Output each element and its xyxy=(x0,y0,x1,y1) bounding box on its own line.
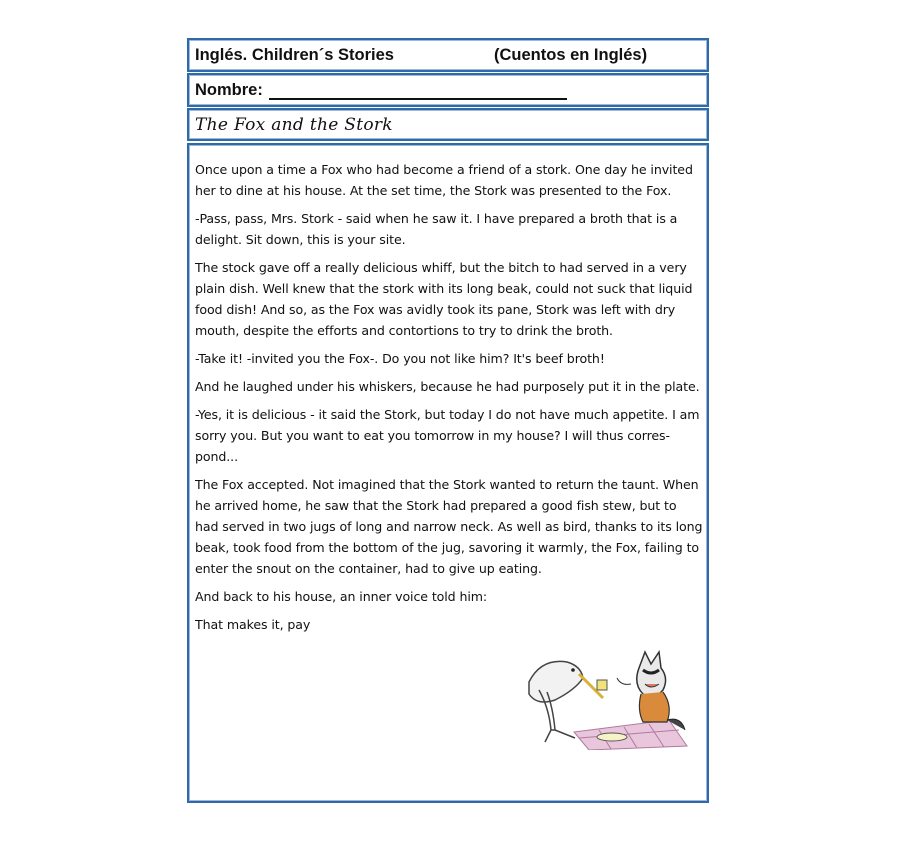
worksheet xyxy=(187,38,709,803)
worksheet-title: Inglés. Children´s Stories xyxy=(195,45,394,64)
worksheet-subtitle: (Cuentos en Inglés) xyxy=(494,45,648,64)
story-paragraph: Once upon a time a Fox who had become a friend of a stork. One day he invited her to dine at his house. At the set time, the Stork was presented to the Fox. xyxy=(195,162,693,198)
fox xyxy=(617,652,685,730)
title-row xyxy=(187,38,709,72)
story-title: The Fox and the Stork xyxy=(195,114,393,135)
story-paragraph: -Take it! -invited you the Fox-. Do you not like him? It's beef broth! xyxy=(195,351,605,366)
story-paragraph: -Yes, it is delicious - it said the Stork, but today I do not have much appetite. I am sorry you. But you want to eat you tomorrow in my house? I will thus corres-pond... xyxy=(195,407,700,464)
story-title-row xyxy=(187,108,709,141)
story-body xyxy=(187,143,709,803)
story-paragraph: That makes it, pay xyxy=(195,617,311,632)
fox-and-stork-illustration xyxy=(519,650,689,750)
plate xyxy=(597,733,627,741)
story-paragraph: -Pass, pass, Mrs. Stork - said when he saw it. I have prepared a broth that is a delight. Sit down, this is your site. xyxy=(195,211,678,247)
name-row xyxy=(187,73,709,107)
story-paragraph: And back to his house, an inner voice told him: xyxy=(195,589,488,604)
story-paragraph: The Fox accepted. Not imagined that the Stork wanted to return the taunt. When he arrived home, he saw that the Stork had prepared a good fish stew, but to had served in two jugs of long and narrow neck. As well as bird, thanks to its long beak, took food from the bottom of the jug, savoring it warmly, the Fox, failing to enter the snout on the container, had to give up eating. xyxy=(195,477,703,576)
name-label: Nombre: xyxy=(195,80,263,99)
tablecloth xyxy=(574,720,687,750)
story-paragraph: The stock gave off a really delicious whiff, but the bitch to had served in a very plain dish. Well knew that the stork with its long beak, could not suck that liquid food dish! And so, as the Fox was avidly took its pane, Stork was left with dry mouth, despite the efforts and contortions to try to drink the broth. xyxy=(195,260,693,338)
story-paragraph: And he laughed under his whiskers, because he had purposely put it in the plate. xyxy=(195,379,700,394)
name-blank-line[interactable] xyxy=(269,80,567,100)
